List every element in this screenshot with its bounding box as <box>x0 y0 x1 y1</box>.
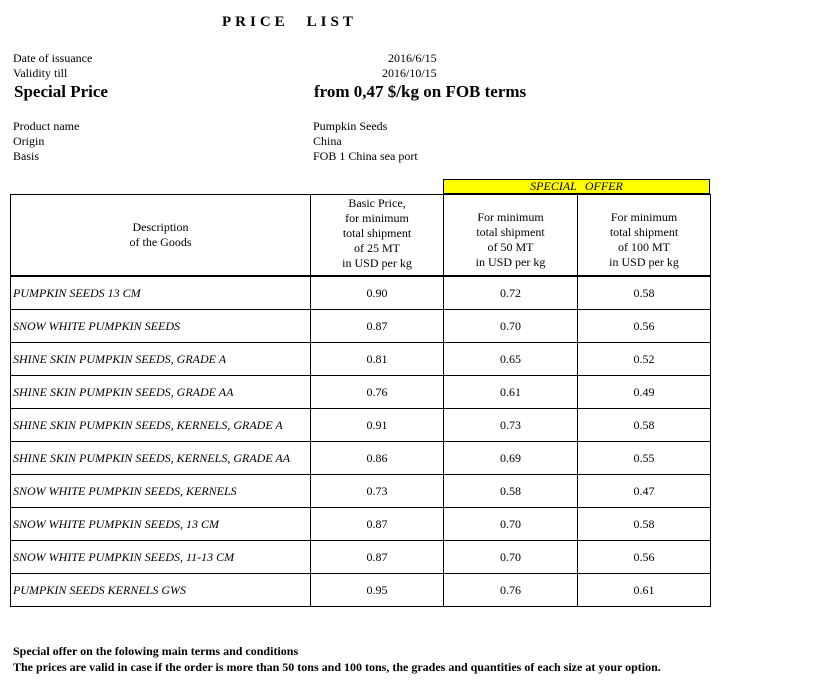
table-row <box>11 310 711 343</box>
header-50mt <box>444 195 578 277</box>
header-50mt-line: in USD per kg <box>475 255 546 269</box>
header-50mt-line: of 50 MT <box>487 240 534 254</box>
table-row <box>11 574 711 607</box>
row-basic-price: 0.87 <box>311 310 444 343</box>
row-price-50mt: 0.70 <box>444 310 578 343</box>
row-price-100mt: 0.49 <box>578 376 711 409</box>
header-100mt <box>578 195 711 277</box>
header-description-line: of the Goods <box>129 235 192 249</box>
table-row <box>11 475 711 508</box>
table-row <box>11 541 711 574</box>
header-description <box>11 195 311 277</box>
row-description: SHINE SKIN PUMPKIN SEEDS, GRADE A <box>11 343 311 376</box>
special-price-label: Special Price <box>14 82 108 101</box>
header-basic-line: in USD per kg <box>342 256 412 270</box>
table-header-row <box>11 195 711 277</box>
special-offer-word1: SPECIAL <box>530 179 577 193</box>
row-price-50mt: 0.70 <box>444 508 578 541</box>
header-basic-line: total shipment <box>342 226 412 240</box>
basis-value: FOB 1 China sea port <box>313 149 418 163</box>
row-basic-price: 0.91 <box>311 409 444 442</box>
date-value: 2016/6/15 <box>388 51 437 65</box>
header-100mt-line: of 100 MT <box>618 240 670 254</box>
row-description: SNOW WHITE PUMPKIN SEEDS, 13 CM <box>11 508 311 541</box>
validity-label: Validity till <box>13 66 68 80</box>
row-basic-price: 0.95 <box>311 574 444 607</box>
price-table <box>10 194 711 607</box>
row-basic-price: 0.87 <box>311 508 444 541</box>
row-description: PUMPKIN SEEDS 13 CM <box>11 276 311 310</box>
row-price-100mt: 0.52 <box>578 343 711 376</box>
row-price-50mt: 0.69 <box>444 442 578 475</box>
row-price-100mt: 0.58 <box>578 409 711 442</box>
header-100mt-line: total shipment <box>609 225 679 239</box>
row-price-50mt: 0.73 <box>444 409 578 442</box>
header-100mt-line: For minimum <box>610 210 678 224</box>
row-price-100mt: 0.56 <box>578 541 711 574</box>
basis-label: Basis <box>13 149 40 163</box>
header-basic-price <box>311 195 444 277</box>
table-row <box>11 508 711 541</box>
origin-label: Origin <box>13 134 45 148</box>
special-offer-word2: OFFER <box>584 179 623 193</box>
row-description: SHINE SKIN PUMPKIN SEEDS, KERNELS, GRADE A <box>11 409 311 442</box>
row-price-50mt: 0.61 <box>444 376 578 409</box>
table-row <box>11 276 711 310</box>
header-50mt-line: total shipment <box>476 225 545 239</box>
table-row <box>11 376 711 409</box>
row-basic-price: 0.73 <box>311 475 444 508</box>
row-description: PUMPKIN SEEDS KERNELS GWS <box>11 574 311 607</box>
row-basic-price: 0.81 <box>311 343 444 376</box>
product-name-label: Product name <box>13 119 80 133</box>
row-basic-price: 0.76 <box>311 376 444 409</box>
header-50mt-line: For minimum <box>477 210 544 224</box>
origin-value: China <box>313 134 342 148</box>
row-price-50mt: 0.76 <box>444 574 578 607</box>
row-price-50mt: 0.58 <box>444 475 578 508</box>
table-row <box>11 409 711 442</box>
table-row <box>11 442 711 475</box>
row-price-50mt: 0.65 <box>444 343 578 376</box>
date-label: Date of issuance <box>13 51 93 65</box>
row-price-100mt: 0.58 <box>578 508 711 541</box>
row-basic-price: 0.86 <box>311 442 444 475</box>
row-price-100mt: 0.58 <box>578 276 711 310</box>
special-price-value: from 0,47 $/kg on FOB terms <box>314 82 527 101</box>
table-row <box>11 343 711 376</box>
row-basic-price: 0.90 <box>311 276 444 310</box>
header-basic-line: of 25 MT <box>354 241 400 255</box>
row-price-100mt: 0.47 <box>578 475 711 508</box>
row-price-50mt: 0.70 <box>444 541 578 574</box>
row-basic-price: 0.87 <box>311 541 444 574</box>
row-description: SNOW WHITE PUMPKIN SEEDS <box>11 310 311 343</box>
row-price-100mt: 0.61 <box>578 574 711 607</box>
title-word-price: PRICE <box>222 14 289 30</box>
row-description: SHINE SKIN PUMPKIN SEEDS, GRADE AA <box>11 376 311 409</box>
header-description-line: Description <box>132 220 189 234</box>
terms-text: The prices are valid in case if the order is more than 50 tons and 100 tons, the grades and quantities of each size at your option. <box>13 660 661 674</box>
page-title <box>222 14 357 31</box>
header-100mt-line: in USD per kg <box>609 255 679 269</box>
row-description: SNOW WHITE PUMPKIN SEEDS, KERNELS <box>11 475 311 508</box>
row-price-50mt: 0.72 <box>444 276 578 310</box>
row-description: SHINE SKIN PUMPKIN SEEDS, KERNELS, GRADE AA <box>11 442 311 475</box>
row-price-100mt: 0.55 <box>578 442 711 475</box>
product-name-value: Pumpkin Seeds <box>313 119 388 133</box>
title-word-list: LIST <box>306 14 357 30</box>
row-price-100mt: 0.56 <box>578 310 711 343</box>
header-basic-line: Basic Price, <box>348 196 406 210</box>
special-offer-banner <box>443 179 710 194</box>
header-basic-line: for minimum <box>345 211 409 225</box>
validity-value: 2016/10/15 <box>382 66 437 80</box>
row-description: SNOW WHITE PUMPKIN SEEDS, 11-13 CM <box>11 541 311 574</box>
terms-heading: Special offer on the folowing main terms and conditions <box>13 644 299 658</box>
